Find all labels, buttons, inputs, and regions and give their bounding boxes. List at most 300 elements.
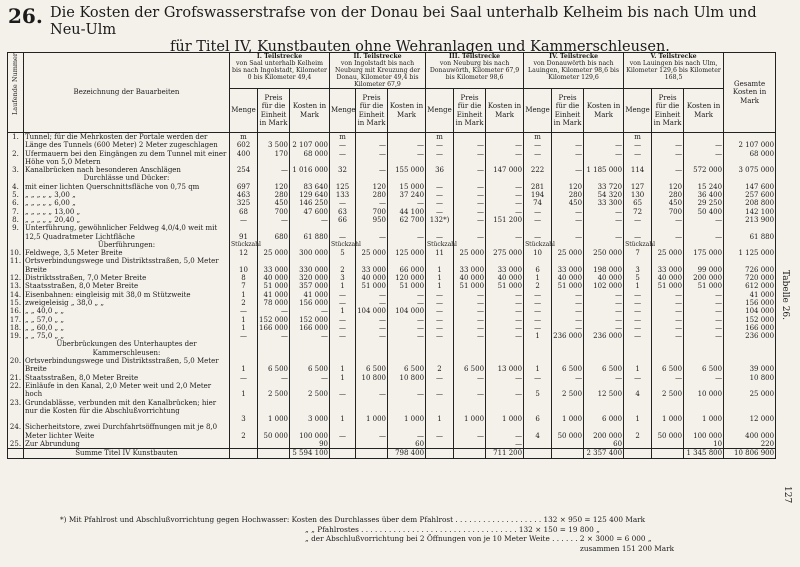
value-cell: — <box>454 307 486 315</box>
col-kosten-header: Kosten in Mark <box>684 89 724 133</box>
row-label: „ „ 40,0 „ „ <box>24 307 230 315</box>
row-number: 2. <box>8 150 24 167</box>
total-cell: 2 107 000 <box>724 133 776 150</box>
value-cell: 275 000 <box>486 249 524 257</box>
value-cell: 357 000 <box>290 282 330 290</box>
value-cell: 325 <box>230 199 258 207</box>
value-cell: 6 500 <box>454 357 486 374</box>
value-cell: m 602 <box>230 133 258 150</box>
value-cell: 5 <box>330 249 356 257</box>
value-cell: 66 <box>330 216 356 224</box>
row-label: „ „ 57,0 „ „ <box>24 316 230 324</box>
value-cell: — <box>584 299 624 307</box>
value-cell: 25 000 <box>552 249 584 257</box>
row-label: „ „ 75,0 „ „ <box>24 332 230 340</box>
value-cell: 2 500 <box>652 382 684 399</box>
row-label: Einläufe in den Kanal, 2,0 Meter weit und 2,0 Meter hoch <box>24 382 230 399</box>
value-cell: — <box>624 307 652 315</box>
value-cell: — <box>454 382 486 399</box>
value-cell: — <box>684 307 724 315</box>
value-cell: 1 000 <box>486 399 524 424</box>
value-cell: 200 000 <box>684 274 724 282</box>
stueckzahl-label: Stückzahl <box>427 240 457 248</box>
row-number: 13. <box>8 282 24 290</box>
value-cell: 125 <box>330 183 356 191</box>
table-row <box>8 307 776 315</box>
total-cell: 1 125 000 <box>724 249 776 257</box>
value-cell: — <box>584 208 624 216</box>
row-label: „ „ „ „ „ 3,00 „ <box>24 191 230 199</box>
value-cell: — <box>356 423 388 440</box>
value-cell: 40 000 <box>584 274 624 282</box>
total-cell: 213 900 <box>724 216 776 224</box>
value-cell: — <box>684 224 724 241</box>
value-cell: — <box>388 299 426 307</box>
value-cell: — <box>426 150 454 167</box>
table-row <box>8 324 776 332</box>
total-cell: 208 800 <box>724 199 776 207</box>
table-number: 26. <box>8 4 43 28</box>
value-cell: 1 <box>230 324 258 332</box>
value-cell: — <box>454 166 486 174</box>
value-cell: — <box>426 324 454 332</box>
row-label: Kanalbrücken nach besonderen Anschlägen <box>24 166 230 174</box>
value-cell: 1 <box>230 357 258 374</box>
value-cell: — <box>652 307 684 315</box>
value-cell: 120 <box>652 183 684 191</box>
value-cell: 10 800 <box>388 374 426 382</box>
sum-cell <box>356 449 388 458</box>
page-title <box>50 5 790 56</box>
value-cell: — <box>258 332 290 340</box>
value-cell: — <box>524 307 552 315</box>
value-cell: — <box>388 382 426 399</box>
row-label: „ „ „ „ „ 6,00 „ <box>24 199 230 207</box>
value-cell: — <box>524 291 552 299</box>
col-lfd-header: Laufende Nummer <box>8 53 24 133</box>
col-preis-header: Preis für die Einheit in Mark <box>356 89 388 133</box>
value-cell: — <box>552 299 584 307</box>
value-cell: 1 000 <box>684 399 724 424</box>
value-cell: 12 <box>230 249 258 257</box>
value-cell: — <box>356 224 388 241</box>
value-cell: 33 000 <box>356 257 388 274</box>
value-cell: — <box>356 133 388 150</box>
value-cell: — <box>388 316 426 324</box>
value-cell: 12 500 <box>584 382 624 399</box>
table-row <box>8 316 776 324</box>
table-row <box>8 423 776 440</box>
table-row <box>8 216 776 224</box>
value-cell: 147 000 <box>486 166 524 174</box>
stueckzahl-label: Stückzahl <box>525 240 555 248</box>
row-label: „ „ 60,0 „ „ <box>24 324 230 332</box>
value-cell: 40 000 <box>486 274 524 282</box>
value-cell: — <box>624 374 652 382</box>
value-cell: 151 200 <box>486 216 524 224</box>
value-cell: 99 000 <box>684 257 724 274</box>
value-cell: m — <box>524 133 552 150</box>
value-cell: — <box>524 316 552 324</box>
value-cell: — <box>486 423 524 440</box>
value-cell: 2 <box>230 423 258 440</box>
total-cell: 61 880 <box>724 224 776 241</box>
value-cell: 33 000 <box>258 257 290 274</box>
value-cell: 1 <box>426 257 454 274</box>
value-cell: — <box>426 224 454 241</box>
row-label: „ „ „ „ „ 13,00 „ <box>24 208 230 216</box>
value-cell: 1 <box>330 282 356 290</box>
value-cell: 120 <box>356 183 388 191</box>
row-number: 17. <box>8 316 24 324</box>
sum-cell <box>258 449 290 458</box>
value-cell: 222 <box>524 166 552 174</box>
value-cell: — <box>356 166 388 174</box>
value-cell: 2 500 <box>552 382 584 399</box>
value-cell: — <box>652 133 684 150</box>
row-label: Ortsverbindungswege und Distriktsstraßen, 5,0 Meter Breite <box>24 357 230 374</box>
col-menge-header: Menge <box>330 89 356 133</box>
value-cell: — <box>356 324 388 332</box>
table-row <box>8 208 776 216</box>
value-cell: 29 250 <box>684 199 724 207</box>
row-label: Ortsverbindungswege und Distriktsstraßen, 5,0 Meter Breite <box>24 257 230 274</box>
value-cell: 700 <box>356 208 388 216</box>
value-cell: — <box>454 216 486 224</box>
row-number: 16. <box>8 307 24 315</box>
value-cell: — <box>290 307 330 315</box>
value-cell: 697 <box>230 183 258 191</box>
row-label: Feldwege, 3,5 Meter Breite <box>24 249 230 257</box>
sum-label: Summe Titel IV Kunstbauten <box>24 449 230 458</box>
value-cell: — <box>624 224 652 241</box>
value-cell: 300 000 <box>290 249 330 257</box>
row-label: Ufermauern bei den Eingängen zu dem Tunnel mit einer Höhe von 5,0 Metern <box>24 150 230 167</box>
value-cell: 4 <box>624 382 652 399</box>
value-cell: — <box>584 224 624 241</box>
value-cell: 33 720 <box>584 183 624 191</box>
value-cell: 25 000 <box>258 249 290 257</box>
row-label: Eisenbahnen: eingleisig mit 38,0 m Stützweite <box>24 291 230 299</box>
table-row <box>8 133 776 150</box>
value-cell: — <box>258 374 290 382</box>
value-cell: — <box>356 291 388 299</box>
value-cell: 51 000 <box>356 282 388 290</box>
total-cell: 726 000 <box>724 257 776 274</box>
total-cell: 39 000 <box>724 357 776 374</box>
value-cell: 104 000 <box>357 307 387 316</box>
table-row <box>8 382 776 399</box>
row-number: 9. <box>8 224 24 241</box>
value-cell: — <box>684 299 724 307</box>
value-cell: — <box>356 150 388 167</box>
value-cell: 127 <box>624 183 652 191</box>
row-number: 22. <box>8 382 24 399</box>
value-cell: 51 000 <box>684 282 724 290</box>
row-number: 23. <box>8 399 24 424</box>
value-cell: — <box>486 199 524 207</box>
value-cell: 1 <box>330 307 356 315</box>
value-cell: — <box>584 324 624 332</box>
value-cell: 6 <box>524 257 552 274</box>
value-cell: — <box>652 299 684 307</box>
value-cell: 1 <box>330 357 356 374</box>
value-cell: 166 000 <box>259 323 288 332</box>
row-label: Staatsstraßen, 8,0 Meter Breite <box>24 282 230 290</box>
value-cell: 91 <box>230 224 258 241</box>
value-cell: 51 000 <box>486 282 524 290</box>
value-cell: 125 000 <box>388 249 426 257</box>
value-cell: — <box>426 332 454 340</box>
value-cell: 450 <box>552 199 584 207</box>
total-cell: 166 000 <box>724 324 776 332</box>
value-cell: — <box>330 150 356 167</box>
table-row <box>8 291 776 299</box>
value-cell: 1 <box>524 332 552 340</box>
value-cell: 25 000 <box>454 249 486 257</box>
value-cell: 236 000 <box>584 332 624 340</box>
col-menge-header: Menge <box>624 89 652 133</box>
value-cell: 1 <box>624 399 652 424</box>
value-cell: 5 <box>524 382 552 399</box>
value-cell: 1 <box>624 357 652 374</box>
row-label: zweigeleisig „ 38,0 „ „ <box>24 299 230 307</box>
value-cell: 1 <box>426 399 454 424</box>
value-cell <box>454 440 486 449</box>
grand-total: 10 806 900 <box>724 449 776 458</box>
sum-cell <box>624 449 652 458</box>
value-cell: 166 000 <box>290 324 330 332</box>
value-cell: — <box>388 423 426 440</box>
value-cell: 4 <box>524 423 552 440</box>
section-heading: Überbrückungen des Unterhauptes der Kammerschleusen: <box>24 340 230 357</box>
value-cell: 33 000 <box>552 257 584 274</box>
value-cell: — <box>486 374 524 382</box>
value-cell: 6 500 <box>290 357 330 374</box>
value-cell: 280 <box>356 191 388 199</box>
value-cell: — <box>356 382 388 399</box>
value-cell: — <box>684 133 724 150</box>
table-row <box>8 257 776 274</box>
table-row <box>8 183 776 191</box>
value-cell: 1 <box>230 382 258 399</box>
total-cell: 25 000 <box>724 382 776 399</box>
value-cell: 120 <box>552 183 584 191</box>
total-cell: 400 000 <box>724 423 776 440</box>
value-cell: 132*) <box>426 216 454 224</box>
page-number: 127 <box>782 486 792 504</box>
value-cell: — <box>486 133 524 150</box>
sum-cell <box>652 449 684 458</box>
value-cell: — <box>426 374 454 382</box>
side-label-tabelle: Tabelle 26. <box>780 270 790 321</box>
section-2-header: II. Teilstrecke von Ingolstadt bis nach Neuburg mit Kreuzung der Donau, Kilometer 49,4 bis Kilometer 67,9 <box>330 53 426 89</box>
value-cell: 60 <box>388 440 426 449</box>
table-row <box>8 357 776 374</box>
row-label: „ „ „ „ „ 20,40 „ <box>24 216 230 224</box>
value-cell: — <box>426 316 454 324</box>
value-cell: 3 000 <box>290 399 330 424</box>
value-cell <box>356 440 388 449</box>
col-menge-header: Menge <box>230 89 258 133</box>
value-cell: — <box>652 150 684 167</box>
value-cell: 13 000 <box>486 357 524 374</box>
value-cell: — <box>652 374 684 382</box>
value-cell: 2 <box>426 357 454 374</box>
value-cell: — <box>356 299 388 307</box>
value-cell: — <box>454 199 486 207</box>
value-cell: — <box>330 199 356 207</box>
value-cell: 133 <box>330 191 356 199</box>
row-number: 5. <box>8 191 24 199</box>
value-cell: — <box>684 332 724 340</box>
col-preis-header: Preis für die Einheit in Mark <box>454 89 486 133</box>
value-cell: — <box>486 440 524 449</box>
value-cell: — <box>454 191 486 199</box>
value-cell: 74 <box>524 199 552 207</box>
value-cell: 15 240 <box>684 183 724 191</box>
value-cell: 152 000 <box>259 315 288 324</box>
value-cell: — <box>652 332 684 340</box>
value-cell: — <box>388 224 426 241</box>
row-number: 14. <box>8 291 24 299</box>
value-cell: 1 <box>426 282 454 290</box>
value-cell: — <box>652 166 684 174</box>
total-cell: 147 600 <box>724 183 776 191</box>
value-cell: 200 000 <box>584 423 624 440</box>
value-cell: 102 000 <box>584 282 624 290</box>
value-cell <box>552 440 584 449</box>
table-row <box>8 399 776 424</box>
value-cell: — <box>684 150 724 167</box>
value-cell: 3 <box>330 274 356 282</box>
sum-cell <box>230 449 258 458</box>
row-label: Zur Abrundung <box>24 440 230 449</box>
value-cell: — <box>584 291 624 299</box>
value-cell: 2 <box>524 282 552 290</box>
value-cell: — <box>330 423 356 440</box>
value-cell: 1 <box>524 274 552 282</box>
value-cell: 175 000 <box>684 249 724 257</box>
value-cell: — <box>454 423 486 440</box>
value-cell: — <box>356 199 388 207</box>
value-cell: 32 <box>330 166 356 174</box>
value-cell: 15 000 <box>388 183 426 191</box>
value-cell: — <box>290 332 330 340</box>
row-number: 6. <box>8 199 24 207</box>
value-cell: — <box>426 382 454 399</box>
value-cell: — <box>584 150 624 167</box>
value-cell <box>258 440 290 449</box>
value-cell: — <box>486 316 524 324</box>
row-number: 3. <box>8 166 24 174</box>
value-cell: 5 <box>624 274 652 282</box>
value-cell: 100 000 <box>290 423 330 440</box>
value-cell: 2 <box>330 257 356 274</box>
sum-cell <box>426 449 454 458</box>
value-cell: — <box>426 291 454 299</box>
value-cell <box>230 440 258 449</box>
value-cell: 10 <box>230 257 258 274</box>
value-cell: 1 <box>426 274 454 282</box>
value-cell: 6 <box>524 399 552 424</box>
section-heading: Durchlässe und Dücker: <box>24 174 230 182</box>
value-cell: 50 400 <box>684 208 724 216</box>
value-cell: 41 000 <box>290 291 330 299</box>
value-cell: — <box>426 183 454 191</box>
value-cell: 51 000 <box>258 282 290 290</box>
value-cell: 41 000 <box>258 291 290 299</box>
value-cell: 129 640 <box>290 191 330 199</box>
col-kosten-header: Kosten in Mark <box>584 89 624 133</box>
table-row <box>8 274 776 282</box>
value-cell <box>624 440 652 449</box>
col-bezeichnung-header: Bezeichnung der Bauarbeiten <box>24 53 230 133</box>
section-heading-row <box>8 174 776 182</box>
value-cell: 198 000 <box>584 257 624 274</box>
value-cell: 33 300 <box>584 199 624 207</box>
value-cell: — <box>426 191 454 199</box>
value-cell: — <box>330 224 356 241</box>
value-cell <box>524 440 552 449</box>
value-cell: 330 000 <box>290 257 330 274</box>
value-cell: 194 <box>524 191 552 199</box>
value-cell: — <box>426 208 454 216</box>
row-number: 4. <box>8 183 24 191</box>
value-cell: — <box>388 332 426 340</box>
value-cell: 54 320 <box>584 191 624 199</box>
value-cell: — <box>230 332 258 340</box>
value-cell: 51 000 <box>552 282 584 290</box>
value-cell: 1 <box>624 282 652 290</box>
value-cell: 250 000 <box>584 249 624 257</box>
value-cell: — <box>290 216 330 224</box>
section-5-header: V. Teilstrecke von Lauingen bis nach Ulm, Kilometer 129,6 bis Kilometer 168,5 <box>624 53 724 89</box>
value-cell: 33 000 <box>486 257 524 274</box>
sum-cell: 5 594 100 <box>290 449 330 458</box>
value-cell: 6 500 <box>584 357 624 374</box>
value-cell: 50 000 <box>552 423 584 440</box>
total-cell: 156 000 <box>724 299 776 307</box>
row-number: 8. <box>8 216 24 224</box>
value-cell: 2 500 <box>290 382 330 399</box>
col-gesamt-header: Gesamte Kosten in Mark <box>724 53 776 133</box>
value-cell: — <box>388 199 426 207</box>
table-row <box>8 166 776 174</box>
value-cell: 950 <box>356 216 388 224</box>
value-cell: — <box>230 374 258 382</box>
value-cell: 2 107 000 <box>290 133 330 150</box>
value-cell: 281 <box>524 183 552 191</box>
value-cell: 83 640 <box>290 183 330 191</box>
value-cell: 90 <box>290 440 330 449</box>
footnote-line-3: „ der Abschlußvorrichtung bei 2 Öffnungen von je 10 Meter Weite . . . . . . 2 ⨯ 3000 = 6 000 „ <box>305 534 652 543</box>
value-cell: 1 000 <box>356 399 388 424</box>
value-cell: — <box>426 299 454 307</box>
value-cell: — <box>454 332 486 340</box>
value-cell: — <box>486 224 524 241</box>
value-cell: 6 500 <box>388 357 426 374</box>
value-cell: — <box>486 382 524 399</box>
row-label: Distriktsstraßen, 7,0 Meter Breite <box>24 274 230 282</box>
value-cell: 156 000 <box>290 299 330 307</box>
table-row <box>8 299 776 307</box>
value-cell: — <box>426 423 454 440</box>
value-cell: 6 500 <box>356 357 388 374</box>
total-cell: 220 <box>724 440 776 449</box>
value-cell: 6 000 <box>584 399 624 424</box>
value-cell: — <box>454 291 486 299</box>
